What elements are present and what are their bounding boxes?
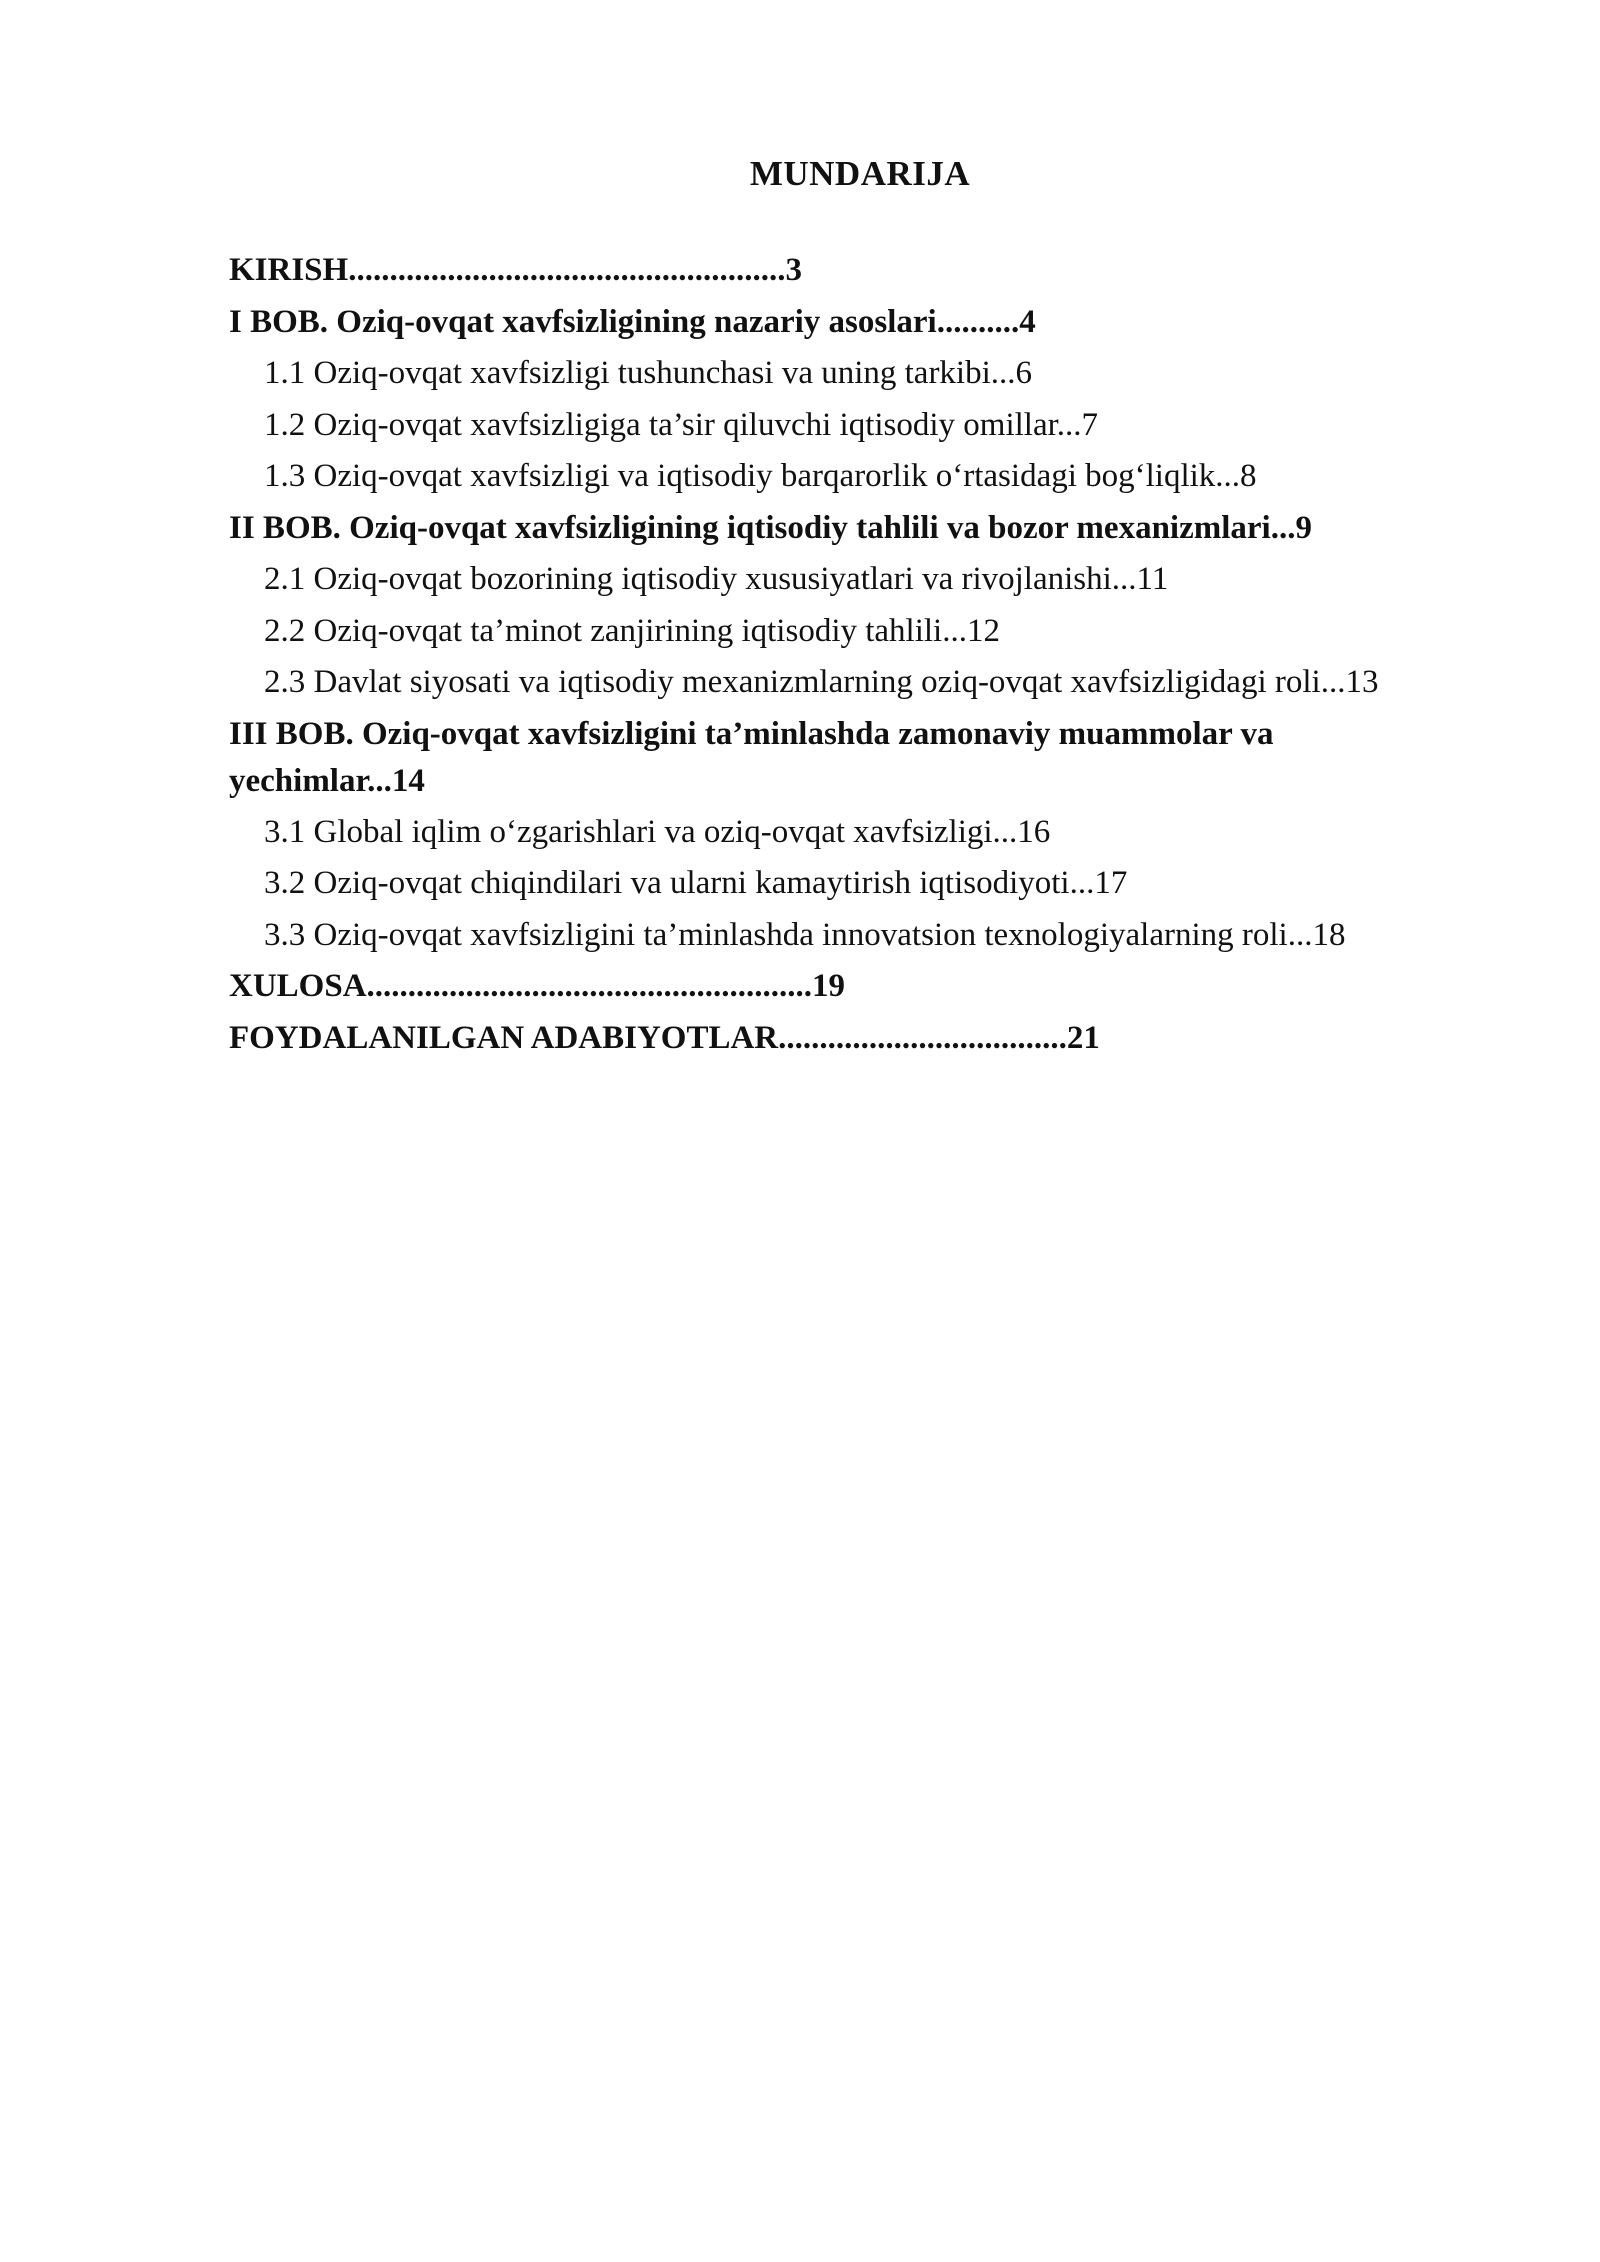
toc-entry-section-2-1: 2.1 Oziq-ovqat bozorining iqtisodiy xususiyatlari va rivojlanishi...11 [264, 561, 1169, 597]
page-title: MUNDARIJA [749, 154, 971, 193]
toc-entry-chapter-2: II BOB. Oziq-ovqat xavfsizligining iqtisodiy tahlili va bozor mexanizmlari...9 [229, 509, 1312, 546]
toc-entry-section-3-2: 3.2 Oziq-ovqat chiqindilari va ularni kamaytirish iqtisodiyoti...17 [264, 865, 1128, 901]
toc-entry-section-1-2: 1.2 Oziq-ovqat xavfsizligiga ta’sir qiluvchi iqtisodiy omillar...7 [264, 406, 1099, 443]
toc-entry-section-2-2: 2.2 Oziq-ovqat ta’minot zanjirining iqtisodiy tahlili...12 [264, 612, 1000, 649]
toc-entry-section-3-1: 3.1 Global iqlim o‘zgarishlari va oziq-ovqat xavfsizligi...16 [264, 813, 1051, 850]
toc-entry-chapter-3: III BOB. Oziq-ovqat xavfsizligini ta’minlashda zamonaviy muammolar va yechimlar...14 [229, 715, 1274, 799]
toc-entry-section-1-1: 1.1 Oziq-ovqat xavfsizligi tushunchasi va uning tarkibi...6 [264, 355, 1033, 391]
toc-entry-chapter-1: I BOB. Oziq-ovqat xavfsizligining nazariy asoslari..........4 [229, 303, 1036, 340]
toc-entry-kirish: KIRISH.....................................................3 [229, 252, 802, 288]
toc-entry-section-1-3: 1.3 Oziq-ovqat xavfsizligi va iqtisodiy barqarorlik o‘rtasidagi bog‘liqlik...8 [264, 458, 1257, 494]
toc-entry-section-2-3: 2.3 Davlat siyosati va iqtisodiy mexanizmlarning oziq-ovqat xavfsizligidagi roli...13 [264, 664, 1379, 700]
toc-entry-references: FOYDALANILGAN ADABIYOTLAR...................................21 [229, 1019, 1100, 1056]
table-of-contents [229, 245, 1469, 1064]
toc-entry-xulosa: XULOSA......................................................19 [229, 968, 846, 1004]
toc-entry-section-3-3: 3.3 Oziq-ovqat xavfsizligini ta’minlashda innovatsion texnologiyalarning roli...18 [264, 916, 1346, 953]
